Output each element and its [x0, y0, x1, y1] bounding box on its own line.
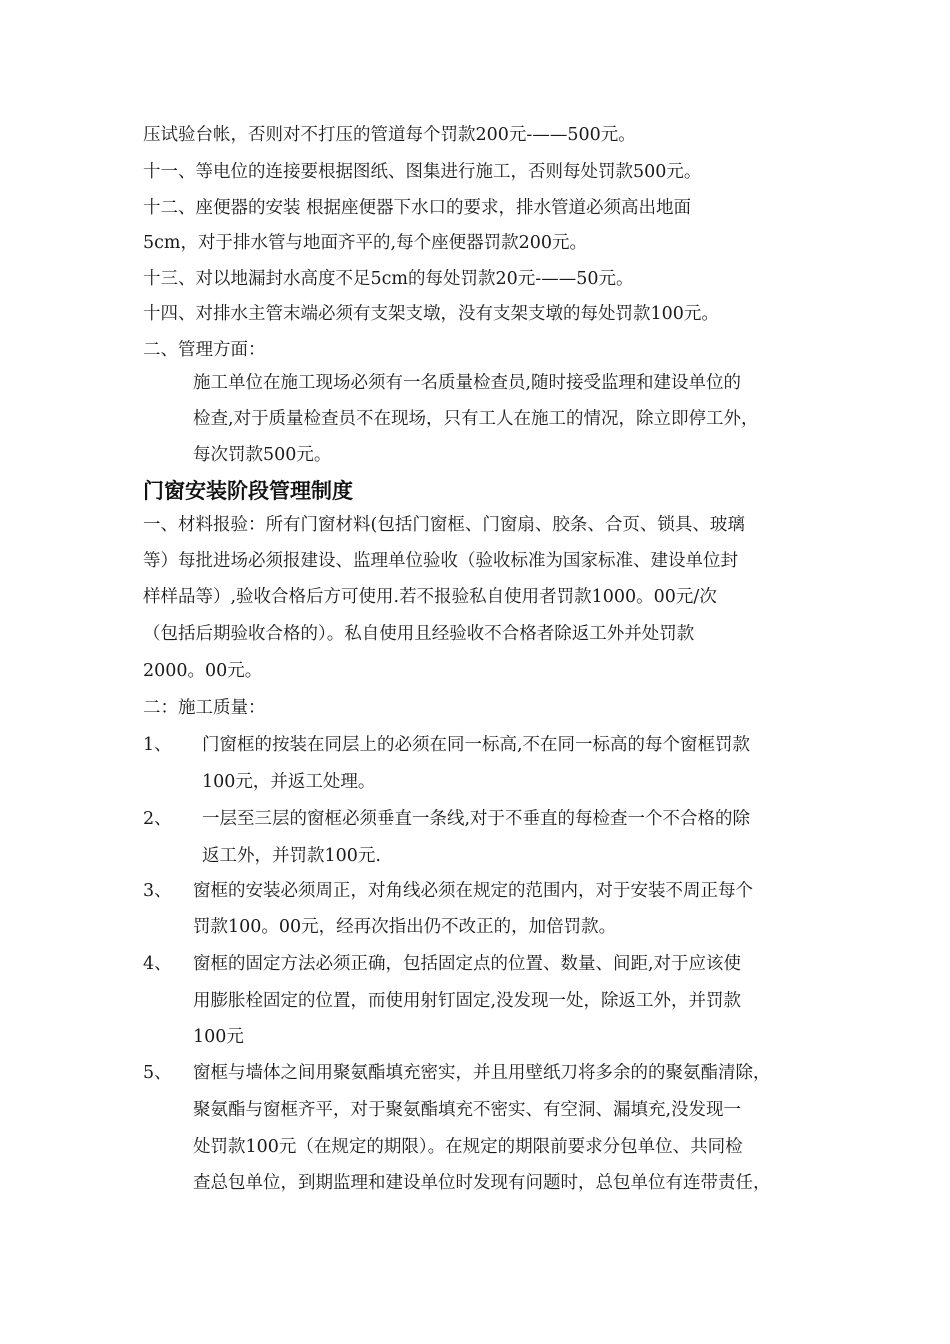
text-line: 5cm，对于排水管与地面齐平的,每个座便器罚款200元。 [143, 233, 587, 253]
management-text-line: 每次罚款500元。 [193, 445, 332, 465]
materials-line: （包括后期验收合格的）。私自使用且经验收不合格者除返工外并处罚款 [143, 624, 695, 644]
item-text-line: 处罚款100元（在规定的期限）。在规定的期限前要求分包单位、共同检 [193, 1137, 743, 1157]
item-text-line: 100元 [193, 1027, 244, 1047]
management-text-line: 检查,对于质量检查员不在现场，只有工人在施工的情况，除立即停工外， [193, 409, 759, 429]
text-line: 十二、座便器的安装 根据座便器下水口的要求，排水管道必须高出地面 [143, 198, 692, 218]
item-number: 1、 [143, 735, 172, 755]
item-text-line: 聚氨酯与窗框齐平，对于聚氨酯填充不密实、有空洞、漏填充,没发现一 [193, 1100, 742, 1120]
materials-line: 2000。00元。 [143, 661, 263, 681]
management-text-line: 施工单位在施工现场必须有一名质量检查员,随时接受监理和建设单位的 [193, 373, 742, 393]
item-text-line: 罚款100。00元，经再次指出仍不改正的，加倍罚款。 [193, 917, 617, 937]
text-line: 十三、对以地漏封水高度不足5cm的每处罚款20元-——50元。 [143, 269, 634, 289]
item-text-line: 窗框与墙体之间用聚氨酯填充密实，并且用壁纸刀将多余的的聚氨酯清除， [193, 1063, 771, 1083]
item-text-line: 窗框的安装必须周正，对角线必须在规定的范围内，对于安装不周正每个 [193, 881, 753, 901]
item-text-line: 窗框的固定方法必须正确，包括固定点的位置、数量、间距,对于应该使 [193, 954, 742, 974]
section-title: 门窗安装阶段管理制度 [143, 479, 353, 503]
materials-line: 等）每批进场必须报建设、监理单位验收（验收标准为国家标准、建设单位封 [143, 551, 738, 571]
item-text-line: 100元，并返工处理。 [202, 772, 376, 792]
item-text-line: 返工外，并罚款100元. [202, 846, 381, 866]
item-text-line: 一层至三层的窗框必须垂直一条线,对于不垂直的每检查一个不合格的除 [202, 809, 751, 829]
item-number: 3、 [143, 881, 172, 901]
management-heading: 二、管理方面： [143, 340, 266, 360]
quality-heading: 二：施工质量： [143, 698, 266, 718]
item-number: 4、 [143, 954, 172, 974]
text-line: 十四、对排水主管末端必须有支架支墩，没有支架支墩的每处罚款100元。 [143, 304, 719, 324]
materials-line: 样样品等）,验收合格后方可使用.若不报验私自使用者罚款1000。00元/次 [143, 587, 717, 607]
item-number: 5、 [143, 1063, 172, 1083]
item-text-line: 用膨胀栓固定的位置，而使用射钉固定,没发现一处，除返工外，并罚款 [193, 991, 742, 1011]
item-number: 2、 [143, 809, 172, 829]
materials-line: 一、材料报验：所有门窗材料(包括门窗框、门窗扇、胶条、合页、锁具、玻璃 [143, 515, 745, 535]
item-text-line: 门窗框的按装在同层上的必须在同一标高,不在同一标高的每个窗框罚款 [202, 735, 751, 755]
text-line: 压试验台帐，否则对不打压的管道每个罚款200元-——500元。 [143, 125, 636, 145]
text-line: 十一、等电位的连接要根据图纸、图集进行施工，否则每处罚款500元。 [143, 162, 702, 182]
item-text-line: 查总包单位，到期监理和建设单位时发现有问题时，总包单位有连带责任， [193, 1173, 771, 1193]
